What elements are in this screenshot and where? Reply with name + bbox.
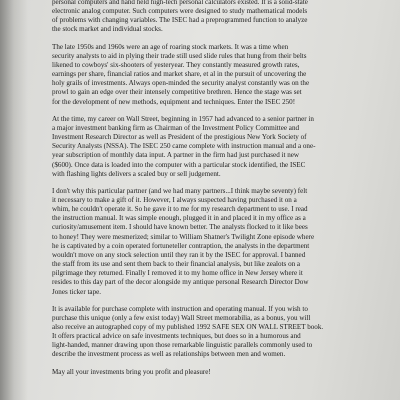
text-line: the stock market and individual stocks. <box>52 25 163 34</box>
text-line: security analysts to aid in plying their trade still used slide rules that hung from their belts <box>52 51 307 60</box>
text-line: he is captivated by a coin operated fortuneteller contraption, the analysts in the department <box>52 241 310 250</box>
text-line: prowl to gain an edge over their intensely competitive brethren. Hence the stage was set <box>52 88 302 97</box>
text-line: Investment Research Director as well as President of the prestigious New York Society of <box>52 133 307 142</box>
text-line: it necessary to make a gift of it. However, I always suspected having purchased it on a <box>52 195 297 204</box>
text-line: whim, he couldn't operate it. So he gave it to me for my research department to use. I read <box>52 205 308 214</box>
document-body <box>52 0 390 385</box>
text-line: It is available for purchase complete with instruction and operating manual. If you wish to <box>52 304 308 313</box>
text-line: May all your investments bring you profit and pleasure! <box>52 367 211 376</box>
text-line: Jones ticker tape. <box>52 287 102 296</box>
text-line: holy grails of investments. Always open-minded the security analyst constantly was on the <box>52 79 310 88</box>
text-line: a major investment banking firm as Chairman of the Investment Policy Committee and <box>52 123 300 132</box>
text-line: It offers practical advice on safe investments techniques, but does so in a humorous and <box>52 332 301 341</box>
paragraph <box>52 368 390 377</box>
text-line: light-handed, manner drawing upon those remarkable linguistic parallels commonly used to <box>52 341 313 350</box>
text-line: resides to this day part of the decor alongside my antique personal Research Director Dow <box>52 278 309 287</box>
paragraph <box>52 115 390 179</box>
text-line: with flashing lights delivers a scaled buy or sell judgement. <box>52 169 221 178</box>
text-line: also receive an autographed copy of my published 1992 SAFE SEX ON WALL STREET book. <box>52 323 324 331</box>
text-line: the instruction manual. It was simple enough, plugged it in and placed it in my office as a <box>52 214 306 223</box>
page-binding-shadow <box>0 0 28 400</box>
text-line: curiosity/amusement item. I should have known better. The analysts flocked to it like bees <box>52 223 308 232</box>
text-line: personal computers and hand held high-tech personal calculators existed. It is a solid-state <box>52 0 308 6</box>
text-line: earnings per share, financial ratios and market share, et al in the pursuit of uncovering the <box>52 70 307 79</box>
text-line: for the development of new methods, equipment and techniques. Enter the ISEC 250! <box>52 97 296 106</box>
text-line: to honey! They were mesmerized; similar to William Shatner's Twilight Zone episode where <box>52 232 315 241</box>
paragraph <box>52 43 390 107</box>
text-line: I don't why this particular partner (and we had many partners...I think maybe seventy) felt <box>52 186 308 195</box>
text-line: electronic analog computer. Such computers were designed to study mathematical models <box>52 7 308 16</box>
paragraph <box>52 305 390 360</box>
text-line: likened to cowboys' six-shooters of yesteryear. They constantly measured growth rates, <box>52 60 300 69</box>
text-line: purchase this unique (only a few exist today) Wall Street memorabilia, as a bonus, you will <box>52 313 311 322</box>
text-line: pilgrimage they returned. Finally I removed it to my home office in New Jersey where it <box>52 269 303 278</box>
text-line: The late 1950s and 1960s were an age of roaring stock markets. It was a time when <box>52 42 289 51</box>
text-line: wouldn't move on any stock selection until they ran it by the ISEC for approval. I banned <box>52 250 306 259</box>
text-line: year subscription of monthly data input. A partner in the firm had just purchased it new <box>52 151 300 160</box>
text-line: of problems with changing variables. The ISEC had a preprogrammed function to analyze <box>52 16 308 25</box>
text-line: describe the investment process as well as relationships between men and women. <box>52 350 286 359</box>
text-line: the staff from its use and sent them back to their financial analysis, but like zealots on a <box>52 260 301 269</box>
text-line: ($600). Once data is loaded into the computer with a particular stock identified, the ISEC <box>52 160 306 169</box>
paragraph <box>52 187 390 297</box>
text-line: Security Analysts (NSSA). The ISEC 250 came complete with instruction manual and a one- <box>52 142 316 151</box>
text-line: At the time, my career on Wall Street, beginning in 1957 had advanced to a senior partner in <box>52 114 314 123</box>
paragraph <box>52 0 390 35</box>
